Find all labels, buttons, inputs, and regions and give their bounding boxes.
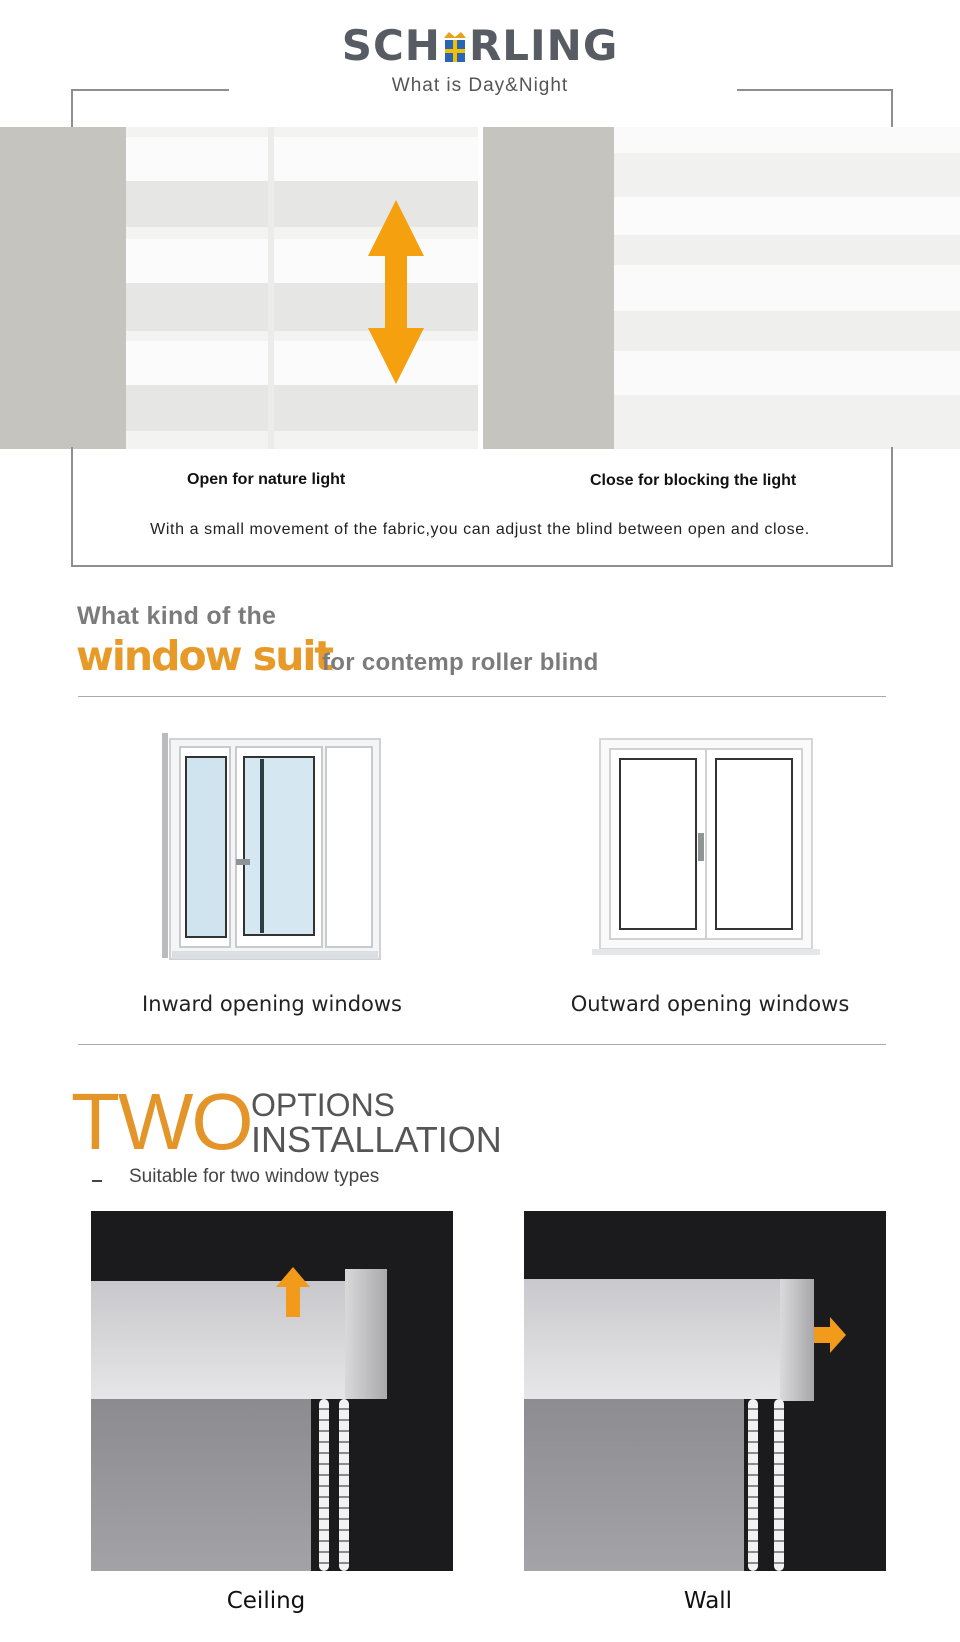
inward-window-label: Inward opening windows <box>142 992 402 1016</box>
bead-chain <box>339 1399 349 1571</box>
divider <box>78 1044 886 1045</box>
installation-subtitle: Suitable for two window types <box>129 1166 380 1187</box>
frame-line <box>71 89 229 91</box>
right-arrow-icon <box>814 1317 846 1353</box>
blind-fabric <box>524 1399 744 1571</box>
outward-window-image <box>592 737 820 963</box>
day-night-frame <box>71 447 893 567</box>
installation-heading: INSTALLATION <box>251 1119 502 1160</box>
wall-background <box>483 127 616 449</box>
wall-install-photo <box>524 1211 886 1571</box>
closed-blind-photo <box>483 127 960 449</box>
open-caption: Open for nature light <box>187 471 346 488</box>
brand-logo <box>0 22 960 70</box>
bead-chain <box>319 1399 329 1571</box>
inward-window-image <box>162 729 382 962</box>
up-down-arrow-icon <box>366 200 426 384</box>
wall-label: Wall <box>683 1588 733 1614</box>
tagline: What is Day&Night <box>391 75 569 96</box>
open-blind-photo <box>0 127 478 449</box>
up-arrow-icon <box>276 1267 310 1317</box>
bead-chain <box>748 1399 758 1571</box>
headrail <box>524 1279 780 1399</box>
two-heading: TWO <box>71 1077 252 1166</box>
blind-fabric <box>614 127 960 449</box>
bullet-dash <box>92 1180 102 1182</box>
frame-line <box>71 89 73 127</box>
window-suit-highlight: window suit <box>76 632 333 680</box>
bead-chain <box>774 1399 784 1571</box>
day-night-description: With a small movement of the fabric,you can adjust the blind between open and close. <box>150 521 810 538</box>
outward-window-label: Outward opening windows <box>570 992 850 1016</box>
bracket <box>780 1279 814 1401</box>
divider <box>78 696 886 697</box>
crown-icon <box>442 26 468 62</box>
blind-fabric <box>91 1399 311 1571</box>
logo-text-right: RLING <box>468 21 619 70</box>
frame-line <box>737 89 893 91</box>
logo-text-left: SCH <box>341 21 441 70</box>
ceiling-install-photo <box>91 1211 453 1571</box>
window-suit-heading: What kind of the <box>77 602 277 630</box>
frame-line <box>891 89 893 127</box>
options-heading: OPTIONS <box>251 1087 396 1123</box>
window-suit-subheading: for contemp roller blind <box>322 649 599 676</box>
wall-background <box>0 127 128 449</box>
close-caption: Close for blocking the light <box>590 472 797 489</box>
ceiling-label: Ceiling <box>226 1588 306 1614</box>
bracket <box>345 1269 387 1399</box>
